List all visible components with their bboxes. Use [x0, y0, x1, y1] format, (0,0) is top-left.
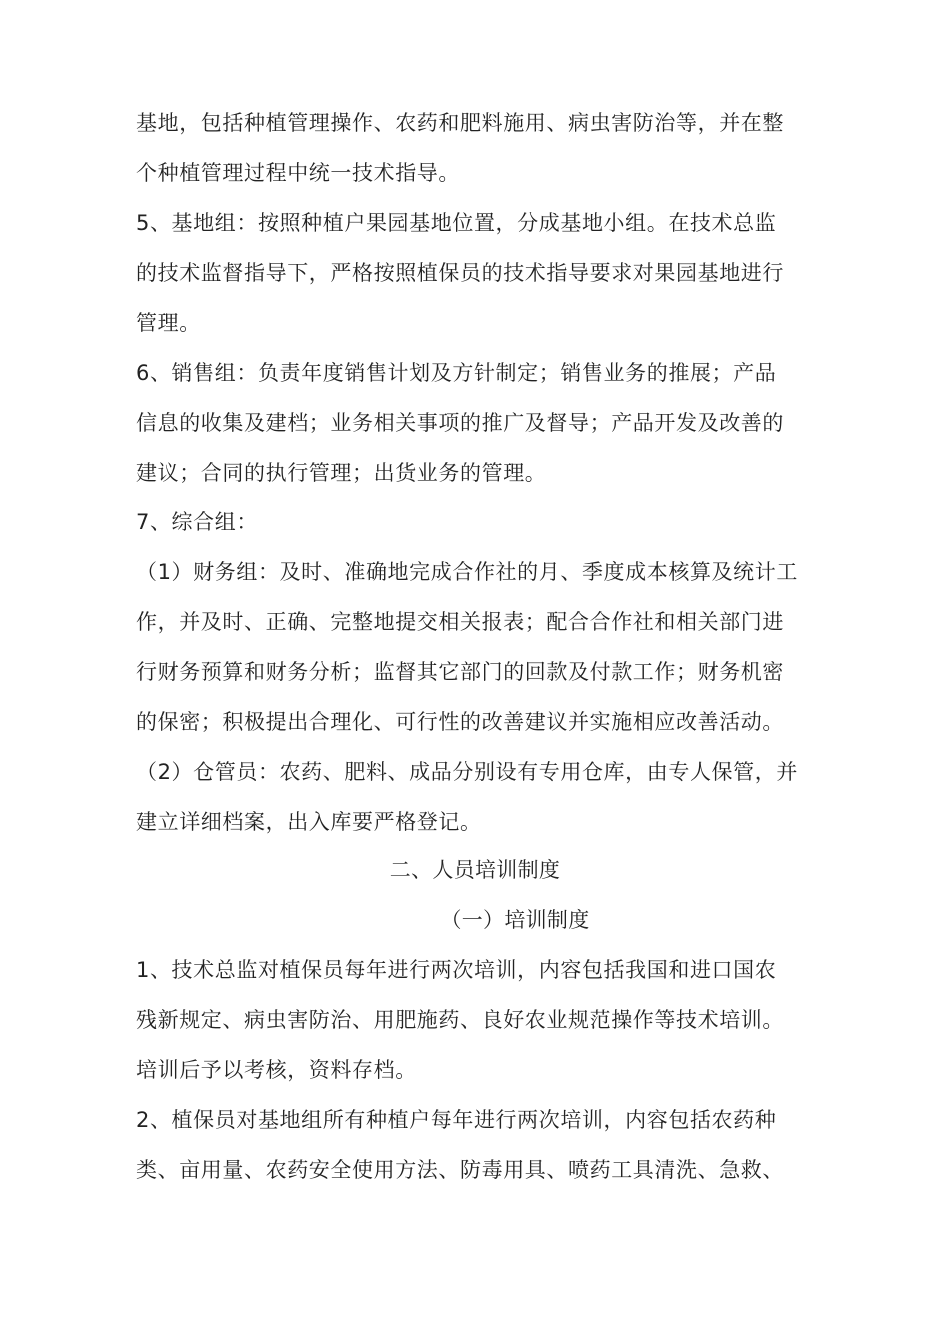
paragraph-line: 行财务预算和财务分析；监督其它部门的回款及付款工作；财务机密 — [136, 660, 784, 684]
paragraph-line: 残新规定、病虫害防治、用肥施药、良好农业规范操作等技术培训。 — [136, 1008, 784, 1032]
paragraph-line: 5、基地组：按照种植户果园基地位置，分成基地小组。在技术总监 — [136, 211, 777, 235]
paragraph-line: 建立详细档案，出入库要严格登记。 — [136, 810, 482, 834]
paragraph-line: 信息的收集及建档；业务相关事项的推广及督导；产品开发及改善的 — [136, 411, 784, 435]
section-heading: 二、人员培训制度 — [389, 858, 561, 882]
paragraph-line: 个种植管理过程中统一技术指导。 — [136, 161, 460, 185]
paragraph-line: 2、植保员对基地组所有种植户每年进行两次培训，内容包括农药种 — [136, 1108, 777, 1132]
paragraph-line: 的技术监督指导下，严格按照植保员的技术指导要求对果园基地进行 — [136, 261, 784, 285]
paragraph-line: （1）财务组：及时、准确地完成合作社的月、季度成本核算及统计工 — [136, 560, 798, 584]
subsection-heading: （一）培训制度 — [440, 908, 590, 932]
paragraph-line: 作，并及时、正确、完整地提交相关报表；配合合作社和相关部门进 — [136, 610, 784, 634]
paragraph-line: 7、综合组： — [136, 510, 258, 534]
paragraph-line: 6、销售组：负责年度销售计划及方针制定；销售业务的推展；产品 — [136, 361, 777, 385]
paragraph-line: 建议；合同的执行管理；出货业务的管理。 — [136, 461, 547, 485]
paragraph-line: 基地，包括种植管理操作、农药和肥料施用、病虫害防治等，并在整 — [136, 111, 784, 135]
paragraph-line: 1、技术总监对植保员每年进行两次培训，内容包括我国和进口国农 — [136, 958, 777, 982]
paragraph-line: （2）仓管员：农药、肥料、成品分别设有专用仓库，由专人保管，并 — [136, 760, 798, 784]
paragraph-line: 培训后予以考核，资料存档。 — [136, 1058, 417, 1082]
paragraph-line: 类、亩用量、农药安全使用方法、防毒用具、喷药工具清洗、急救、 — [136, 1158, 784, 1182]
paragraph-line: 的保密；积极提出合理化、可行性的改善建议并实施相应改善活动。 — [136, 710, 784, 734]
paragraph-line: 管理。 — [136, 311, 201, 335]
